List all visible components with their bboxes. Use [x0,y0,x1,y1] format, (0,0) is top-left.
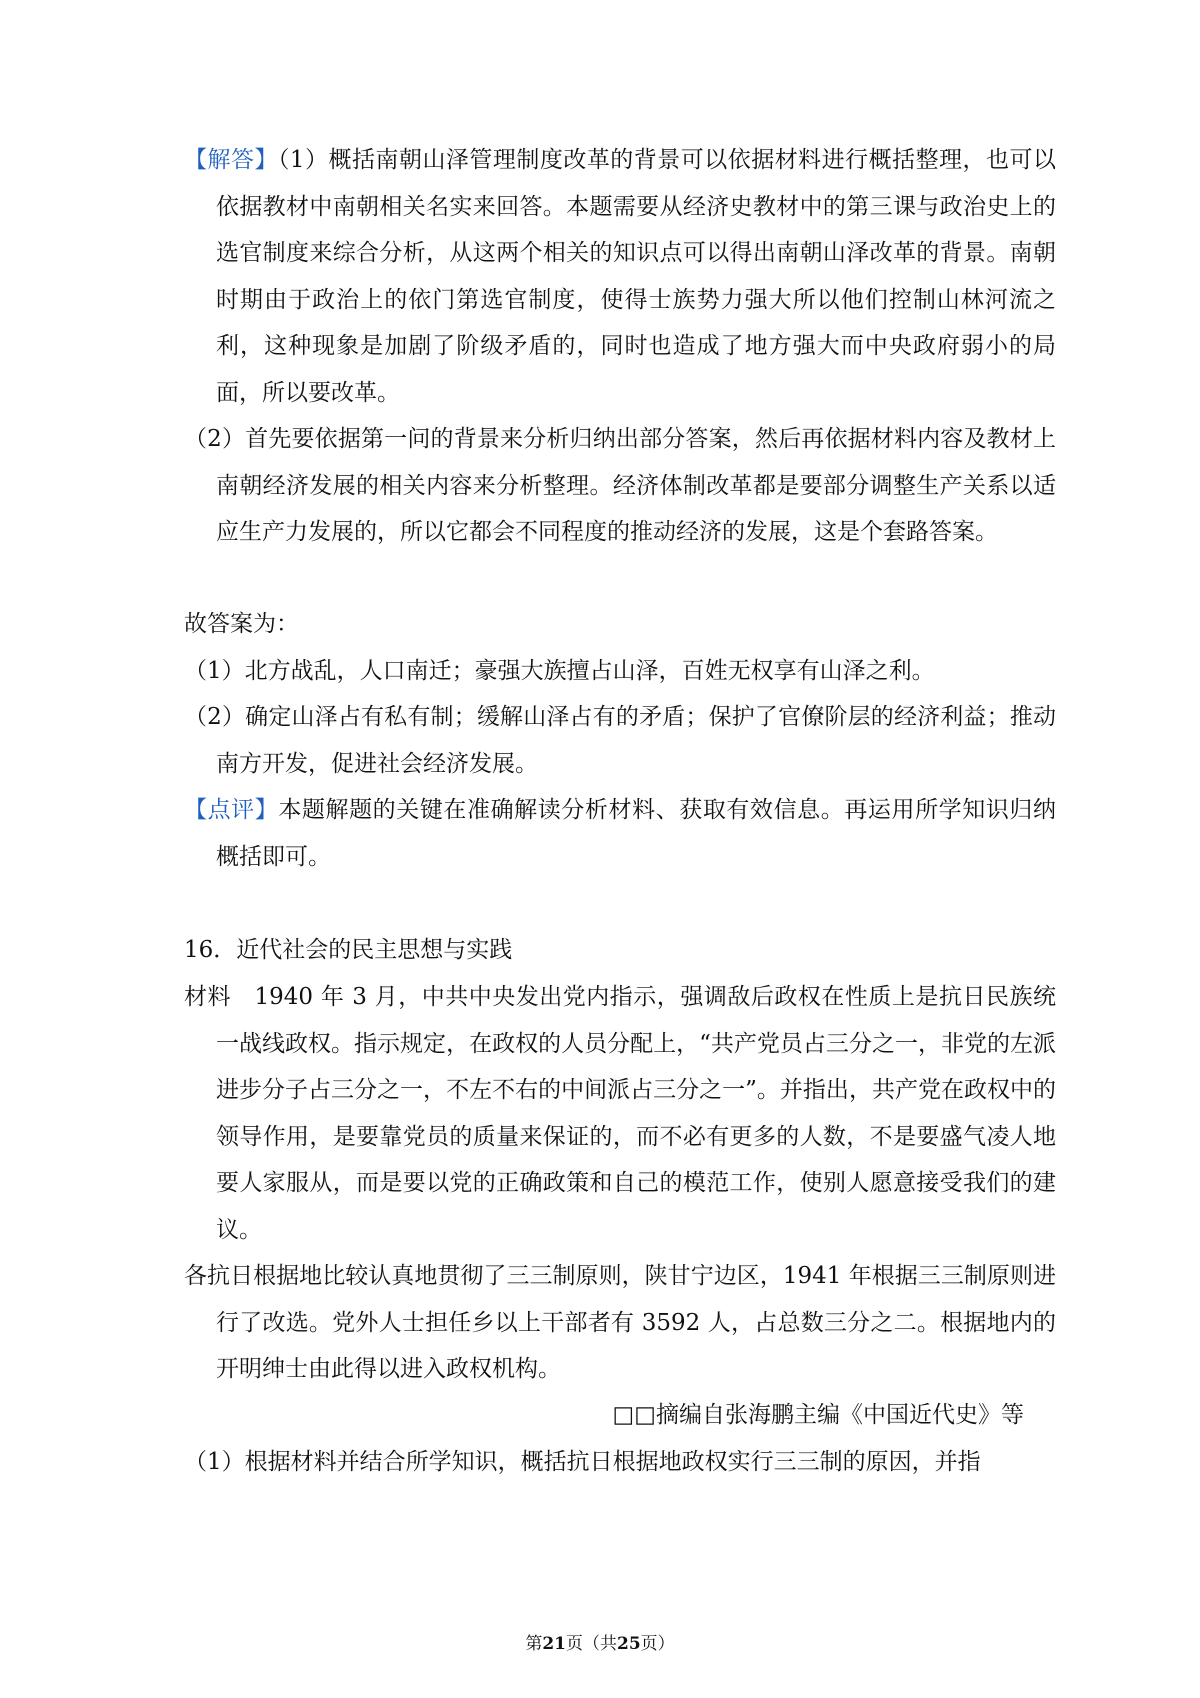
answer-item-1: （1）北方战乱，人口南迁；豪强大族擅占山泽，百姓无权享有山泽之利。 [184,658,935,684]
answer-part1-text: （1）概括南朝山泽管理制度改革的背景可以依据材料进行概括整理，也可以依据教材中南朝相关名实来回答。本题需要从经济史教材中的第三课与政治史上的选官制度来综合分析，从这两个相关的知识点可以得出南朝山泽改革的背景。南朝时期由于政治上的依门第选官制度，使得士族势力强大所以他们控制山林河流之利，这种现象是加剧了阶级矛盾的，同时也造成了地方强大而中央政府弱小的局面，所以要改革。 [216,147,1056,406]
answer-tag: 【解答】 [184,147,278,173]
question-1: （1）根据材料并结合所学知识，概括抗日根据地政权实行三三制的原因，并指 [184,1449,981,1475]
footer-prefix: 第 [525,1634,543,1654]
material-source: □□摘编自张海鹏主编《中国近代史》等 [612,1402,1024,1428]
material-paragraph-1: 材料 1940 年 3 月，中共中央发出党内指示，强调敌后政权在性质上是抗日民族统一战线政权。指示规定，在政权的人员分配上，“共产党员占三分之一，非党的左派进步分子占三分之一，不左不右的中间派占三分之一”。并指出，共产党在政权中的领导作用，是要靠党员的质量来保证的，而不必有更多的人数，不是要盛气凌人地要人家服从，而是要以党的正确政策和自己的模范工作，使别人愿意接受我们的建议。 [184,984,1056,1243]
current-page-number: 21 [542,1634,566,1654]
total-pages-number: 25 [617,1634,641,1654]
answer-item-2: （2）确定山泽占有私有制；缓解山泽占有的矛盾；保护了官僚阶层的经济利益；推动南方开发，促进社会经济发展。 [184,704,1056,777]
conclusion-label: 故答案为： [184,611,299,637]
footer-middle: 页（共 [566,1634,617,1654]
footer-suffix: 页） [640,1634,675,1654]
comment-tag: 【点评】 [184,797,279,823]
comment-text: 本题解题的关键在准确解读分析材料、获取有效信息。再运用所学知识归纳概括即可。 [216,797,1057,870]
answer-part1 [184,137,1056,416]
comment-paragraph [184,787,1056,880]
answer-part2: （2）首先要依据第一问的背景来分析归纳出部分答案，然后再依据材料内容及教材上南朝经济发展的相关内容来分析整理。经济体制改革都是要部分调整生产关系以适应生产力发展的，所以它都会不同程度的推动经济的发展，这是个套路答案。 [184,426,1056,545]
question-title: 16．近代社会的民主思想与实践 [184,937,513,963]
page-footer [0,1632,1200,1656]
material-paragraph-2: 各抗日根据地比较认真地贯彻了三三制原则，陕甘宁边区，1941 年根据三三制原则进行了改选。党外人士担任乡以上干部者有 3592 人，占总数三分之二。根据地内的开明绅士由此得以进入政权机构。 [184,1263,1056,1382]
